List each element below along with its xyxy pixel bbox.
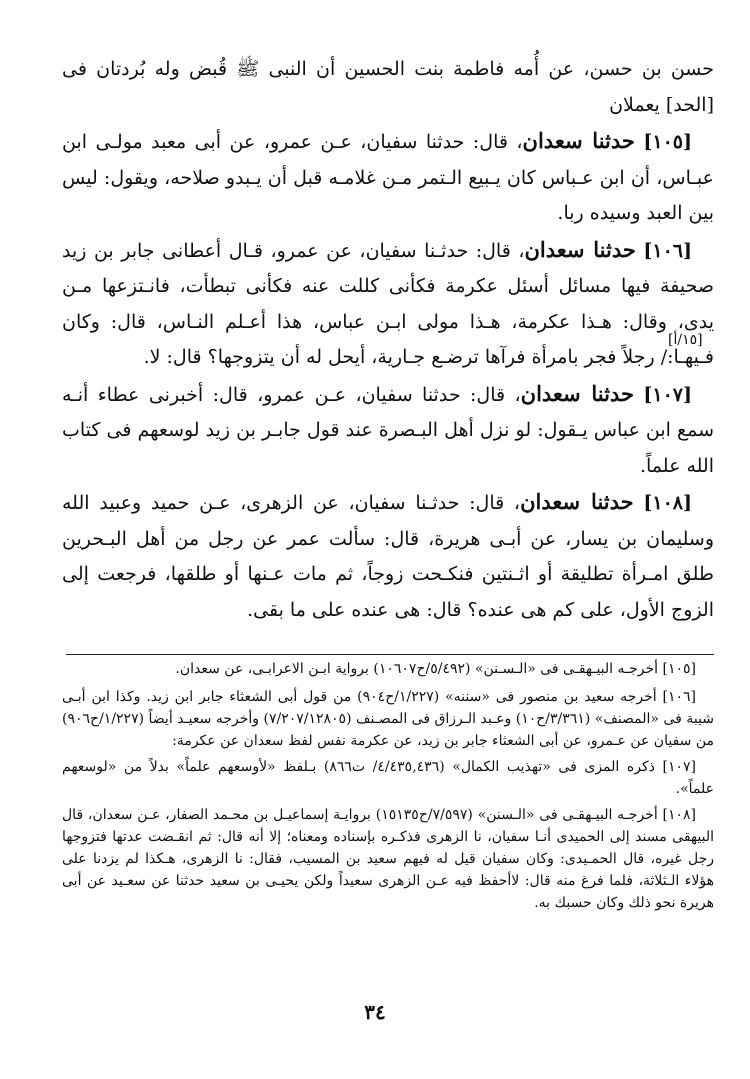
chain-opening: حدثنا سعدان (522, 128, 635, 153)
main-text (62, 52, 714, 628)
entry-text: ، قال: حدثـنا سفيان، عن الزهرى، عـن حميد وعبيد الله وسليمان بن يسار، عن أبـى هريرة، قال: سألت عمر عن رجل من أهل البـحرين طلق امـرأة تطليقة أو اثـنتين فنكـحت زوجاً، ثم مات عـنها أو طلقها، فرجعت إلى الزوج الأول، على كم هى عنده؟ قال: هى عنده على ما بقى. (62, 492, 714, 621)
entry-number: [١٠٧] (643, 383, 692, 406)
entry-number: [١٠٨] (643, 492, 692, 514)
chain-opening: حدثنا سعدان (520, 489, 634, 514)
footnote-divider (66, 654, 714, 655)
entry-number: [١٠٥] (643, 131, 692, 153)
entry-105 (62, 123, 714, 232)
chain-opening: حدثنا سعدان (520, 380, 634, 406)
entry-106 (62, 232, 714, 376)
intro-paragraph: حسن بن حسن، عن أُمه فاطمة بنت الحسين أن النبى ﷺ قُبض وله بُردتان فى [الحد] يعملان (62, 58, 714, 116)
chain-opening: حدثنا سعدان (524, 236, 636, 262)
footnote-105: [١٠٥] أخرجـه البيـهقـى فى «الـسـنن» (٥/٤٩٢/ح١٠٦٠٧) برواية ابـن الاعرابـى، عن سعدان. (175, 661, 696, 677)
entry-text: ، قال: حدثنا سفيان، عـن عمرو، عن أبى معبد مولـى ابن عبـاس، أن ابن عـباس كان يـبيع الـتمر مـن غلامـه قبل أن يـبدو صلاحه، ويقول: ليس بين العبد وسيده ربا. (62, 131, 714, 224)
footnote-106: [١٠٦] أخرجه سعيد بن منصور فى «سننه» (١/٢٢٧/ح٩٠٤) من قول أبى الشعثاء جابر ابن زيد. وكذا ابن أبـى شيبة فى «المصنف» (٣/٣٦١/ح١٠) وعـبد الـرزاق فى المصـنف (٧/٢٠٧/١٢٨٠٥) وأخرجه سعيـد أيضاً (١/٢٢٧/ح٩٠٦) من سفيان عن عـمرو، عن أبى الشعثاء جابر بن زيد، عن عكرمة نفس لفظ سعدان عن عكرمة: (62, 689, 714, 749)
manuscript-folio-marker: [١٥/أ] (668, 332, 703, 348)
entry-number: [١٠٦] (643, 239, 692, 262)
entry-108 (62, 484, 714, 628)
entry-text: ، قال: حدثـنا سفيان، عن عمرو، قـال أعطانى جابر بن زيد صحيفة فيها مسائل أسئل عكرمة فكأنى كللت عنه فكأنى تبطأت، فانـتزعها مـن يدى، وقال: هـذا عكرمة، هـذا مولى ابـن عباس، هذا أعـلم النـاس، قال: وكان فـيهـا:/ رجلاً فجر بامرأة فرآها ترضـع جـارية، أيحل له أن يتزوجها؟ قال: لا. (62, 239, 714, 368)
footnote-108: [١٠٨] أخرجـه البيـهقـى فى «الـسنن» (٧/٥٩٧/ح١٥١٣٥) بروايـة إسماعيـل بن محـمد الصفار، عـن سعدان، قال البيهقى مسند إلى الحميدى أنـا سفيان، نا الزهرى فذكـره بإسناده ومعناه؛ إلا أنه قال: ثم انقـضت عدتها فتزوجها رجل غيره، قال الحمـيدى: وكان سفيان قيل له فيهم سعيد بن المسيب، فقال: نا الزهرى، هـكذا لم يزدنا على هؤلاء الـثلاثة، فلما فرغ منه قال: لاأحفظ فيه عـن الزهرى سعيداً ولكن يحيـى بن سعيد حدثنا عن سعـيد عن أبى هريرة نحو ذلك وكان حسبك به. (62, 807, 714, 911)
footnotes (62, 658, 714, 918)
footnote-107: [١٠٧] ذكره المزى فى «تهذيب الكمال» (٤/٤٣٥,٤٣٦/ ت٨٦٦) بـلفظ «لأوسعهم علماً» بدلاً من «لوسعهم علماً». (62, 759, 714, 797)
entry-text: ، قال: حدثنا سفيان، عـن عمرو، قال: أخبرنى عطاء أنـه سمع ابن عباس يـقول: لو نزل أهل البـصرة عند قول جابـر بن زيد لوسعهم فى كتاب الله علماً. (62, 383, 714, 477)
entry-107 (62, 376, 714, 485)
page-number: ٣٤ (364, 1000, 386, 1024)
